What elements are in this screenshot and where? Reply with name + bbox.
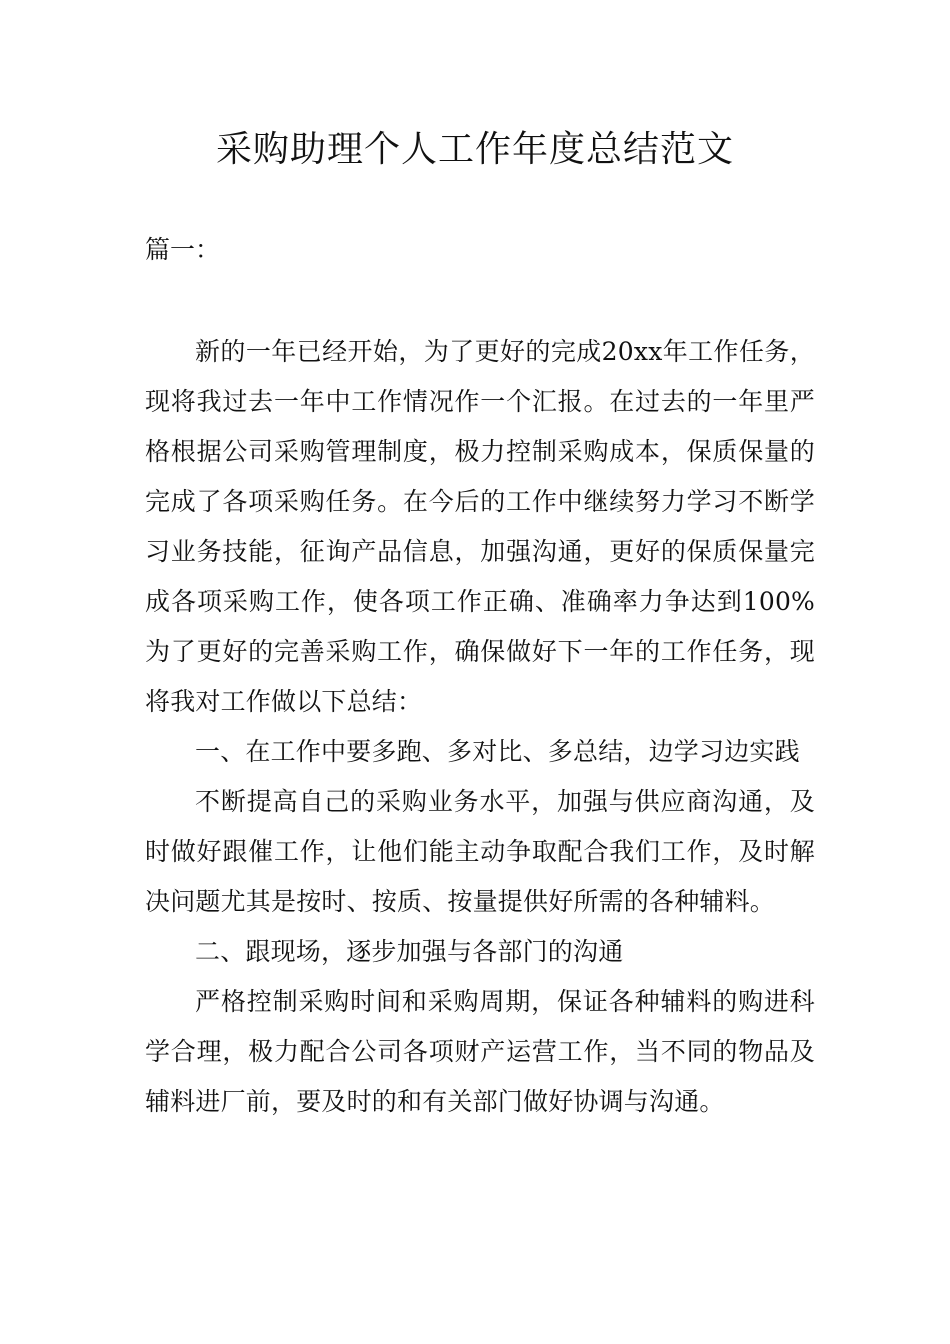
- paragraph-point-two: 严格控制采购时间和采购周期，保证各种辅料的购进科学合理，极力配合公司各项财产运营工作，当不同的物品及辅料进厂前，要及时的和有关部门做好协调与沟通。: [145, 987, 815, 1116]
- paragraph-point-one: 不断提高自己的采购业务水平，加强与供应商沟通，及时做好跟催工作，让他们能主动争取配合我们工作，及时解决问题尤其是按时、按质、按量提供好所需的各种辅料。: [145, 787, 815, 916]
- document-body: [145, 327, 815, 1127]
- section-label: 篇一：: [145, 235, 221, 264]
- document-title: 采购助理个人工作年度总结范文: [215, 129, 734, 170]
- paragraph-intro: 新的一年已经开始，为了更好的完成20xx年工作任务，现将我过去一年中工作情况作一个汇报。在过去的一年里严格根据公司采购管理制度，极力控制采购成本，保质保量的完成了各项采购任务。在今后的工作中继续努力学习不断学习业务技能，征询产品信息，加强沟通，更好的保质保量完成各项采购工作，使各项工作正确、准确率力争达到100%为了更好的完善采购工作，确保做好下一年的工作任务，现将我对工作做以下总结：: [145, 337, 815, 716]
- heading-point-one: 一、在工作中要多跑、多对比、多总结，边学习边实践: [195, 737, 800, 766]
- heading-point-two: 二、跟现场，逐步加强与各部门的沟通: [195, 937, 624, 966]
